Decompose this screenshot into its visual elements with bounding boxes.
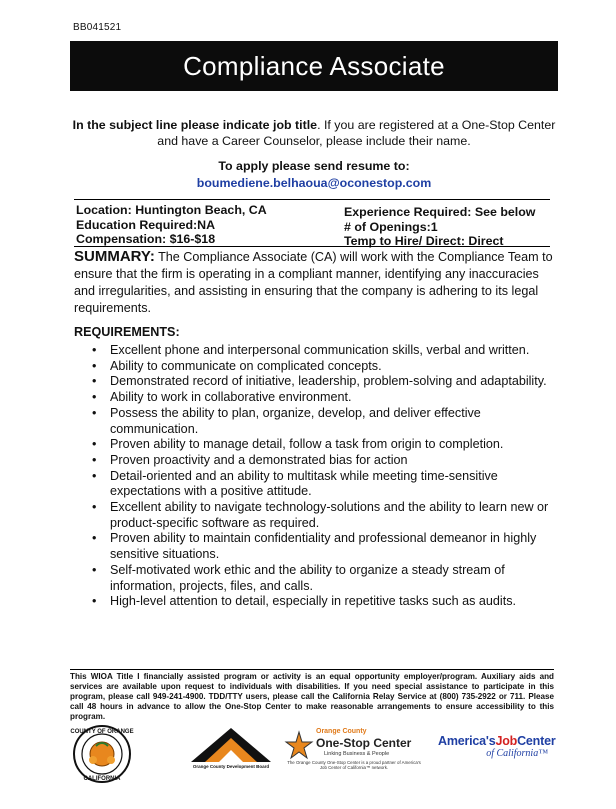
apply-email-link[interactable]: boumediene.belhaoua@oconestop.com xyxy=(196,176,432,190)
requirements-list xyxy=(92,343,552,610)
hire-type-field: Temp to Hire/ Direct: Direct xyxy=(344,234,504,248)
page-title: Compliance Associate xyxy=(183,51,445,81)
summary-label: SUMMARY: xyxy=(74,248,155,265)
requirement-item: • Proven proactivity and a demonstrated bias for action xyxy=(92,453,552,469)
ocdb-logo xyxy=(185,724,277,784)
onestop-name: One-Stop Center xyxy=(316,736,412,750)
requirement-item: • Excellent ability to navigate technology-solutions and the ability to learn new or product-specific software as required. xyxy=(92,500,552,531)
requirement-item: • High-level attention to detail, especially in repetitive tasks such as audits. xyxy=(92,594,552,610)
requirement-item: • Detail-oriented and an ability to multitask while meeting time-sensitive expectations with a positive attitude. xyxy=(92,469,552,500)
requirements-heading: REQUIREMENTS: xyxy=(74,325,180,339)
footer-rule xyxy=(70,669,554,670)
onestop-star-icon xyxy=(284,730,314,760)
info-top-rule xyxy=(74,199,550,200)
intro-line2: and have a Career Counselor, please include their name. xyxy=(157,134,471,148)
experience-field: Experience Required: See below xyxy=(344,205,536,219)
onestop-county: Orange County xyxy=(316,728,367,735)
intro-instructions xyxy=(70,117,558,149)
county-seal-logo xyxy=(70,724,134,784)
requirement-item: • Proven ability to maintain confidentiality and professional demeanor in highly sensitive situations. xyxy=(92,531,552,562)
openings-field: # of Openings:1 xyxy=(344,219,438,234)
logo-strip xyxy=(70,724,554,784)
requirement-item: • Proven ability to manage detail, follow a task from origin to completion. xyxy=(92,437,552,453)
summary-text: The Compliance Associate (CA) will work with the Compliance Team to ensure that the firm is operating in a compliant manner, identifying any inaccuracies and irregularities, and assisting in ensuring that the company is adhering to its legal requirements. xyxy=(74,250,553,315)
footer-notice: This WIOA Title I financially assisted program or activity is an equal opportunity employer/program. Auxiliary aids and services are available upon request to individuals with disabilities. If you need special assistance to participate in this program, please call 949-241-4900. TDD/TTY users, please call the California Relay Service at (800) 735-2922 or 711. Please call 48 hours in advance to allow the One-Stop Center to make reasonable arrangements to ensure accessibility to this program. xyxy=(70,672,554,721)
document-id: BB041521 xyxy=(73,22,122,33)
info-left-column xyxy=(76,203,267,247)
requirement-item: • Demonstrated record of initiative, leadership, problem-solving and adaptability. xyxy=(92,374,552,390)
ocdb-label: Orange County Development Board xyxy=(192,764,270,769)
intro-rest: . If you are registered at a One-Stop Center xyxy=(317,118,556,132)
title-banner xyxy=(70,41,558,91)
education-field: Education Required:NA xyxy=(76,217,216,232)
onestop-tagline: Linking Business & People xyxy=(324,751,390,757)
location-field: Location: Huntington Beach, CA xyxy=(76,203,267,217)
ajcc-subtitle: of California™ xyxy=(486,748,548,759)
info-right-column xyxy=(344,205,535,249)
requirement-item: • Self-motivated work ethic and the ability to organize a steady stream of information, projects, files, and calls. xyxy=(92,563,552,594)
requirement-item: • Ability to communicate on complicated concepts. xyxy=(92,359,552,375)
onestop-logo xyxy=(284,728,424,780)
svg-text:COUNTY OF ORANGE: COUNTY OF ORANGE xyxy=(70,729,134,735)
apply-section xyxy=(70,158,558,192)
ocdb-mountain-icon xyxy=(185,724,277,764)
requirement-item: • Ability to work in collaborative environment. xyxy=(92,390,552,406)
onestop-note: The Orange County One-Stop Center is a proud partner of America's Job Center of California™ network. xyxy=(287,760,421,770)
requirement-item: • Possess the ability to plan, organize, develop, and deliver effective communication. xyxy=(92,406,552,437)
svg-text:CALIFORNIA: CALIFORNIA xyxy=(83,776,121,782)
apply-label: To apply please send resume to: xyxy=(218,159,410,173)
info-bottom-rule xyxy=(74,246,550,247)
county-seal-icon xyxy=(70,724,134,784)
intro-bold: In the subject line please indicate job title xyxy=(72,118,318,132)
compensation-field: Compensation: $16-$18 xyxy=(76,232,216,246)
ajcc-wordmark: America'sJobCenter xyxy=(438,734,556,748)
summary-section xyxy=(74,248,554,317)
ajcc-logo xyxy=(438,734,554,774)
requirement-item: • Excellent phone and interpersonal communication skills, verbal and written. xyxy=(92,343,552,359)
